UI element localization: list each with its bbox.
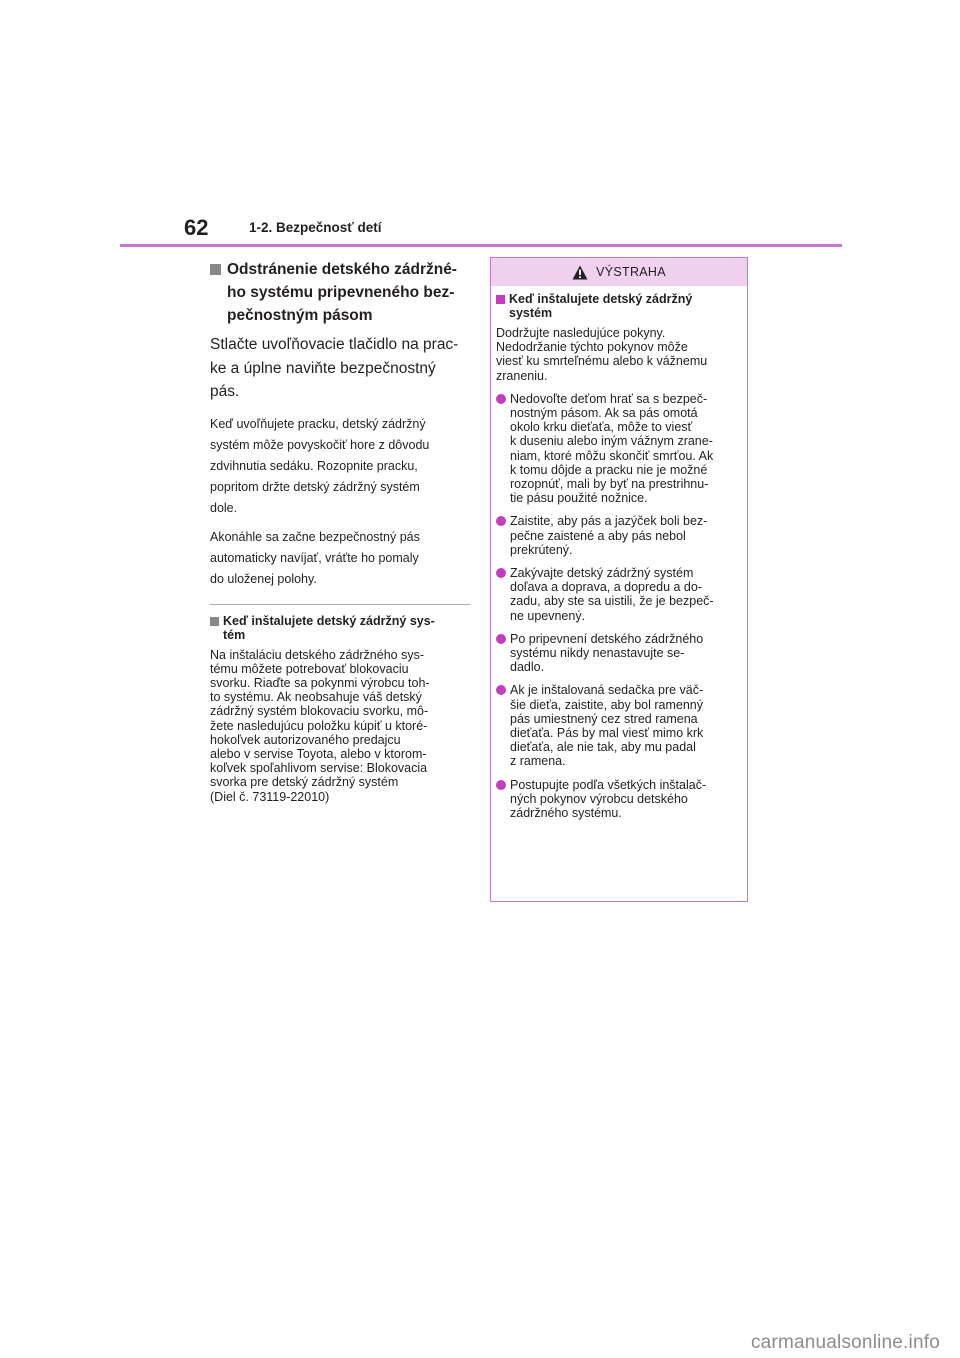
list-item xyxy=(496,514,741,557)
warning-content xyxy=(491,286,747,820)
lead-paragraph: Stlačte uvoľňovacie tlačidlo na prac- ke a úplne naviňte bezpečnostný pás. xyxy=(210,336,459,400)
warning-header xyxy=(491,258,747,286)
section-divider xyxy=(210,604,470,605)
list-item-text: Ak je inštalovaná sedačka pre väč- šie dieťa, zaistite, aby bol ramenný pás umiestnený cez stred ramena dieťaťa. Pás by mal viesť mimo krk dieťaťa, ale nie tak, aby mu padal z ramena. xyxy=(510,683,704,769)
section-title: 1-2. Bezpečnosť detí xyxy=(249,220,382,235)
list-item-text: Nedovoľte deťom hrať sa s bezpeč- nostným pásom. Ak sa pás omotá okolo krku dieťaťa, môže to viesť k duseniu alebo iným vážnym zrane- niam, ktoré môžu skončiť smrťou. Ak k tomu dôjde a pracku nie je možné rozopnúť, mali by byť na prestrihnu- tie pásu použité nožnice. xyxy=(510,391,714,506)
warning-heading xyxy=(496,292,741,320)
list-item xyxy=(496,566,741,623)
warning-triangle-icon xyxy=(572,265,588,280)
square-bullet-icon xyxy=(496,295,505,304)
sub-heading-text: Keď inštalujete detský zádržný sys- tém xyxy=(223,613,435,642)
warning-intro: Dodržujte nasledujúce pokyny. Nedodržanie týchto pokynov môže viesť ku smrteľnému alebo k vážnemu zraneniu. xyxy=(496,326,708,383)
warning-heading-text: Keď inštalujete detský zádržný systém xyxy=(509,292,693,320)
header-rule xyxy=(120,244,842,247)
bullet-dot-icon xyxy=(496,516,506,526)
warning-box xyxy=(490,257,748,902)
list-item xyxy=(496,392,741,506)
list-item-text: Postupujte podľa všetkých inštalač- ných pokynov výrobcu detského zádržného systému. xyxy=(510,777,707,821)
bullet-dot-icon xyxy=(496,780,506,790)
page-number: 62 xyxy=(184,215,209,240)
list-item-text: Zaistite, aby pás a jazýček boli bez- pečne zaistené a aby pás nebol prekrútený. xyxy=(510,514,708,557)
list-item-text: Zakývajte detský zádržný systém doľava a doprava, a dopredu a do- zadu, aby ste sa uistili, že je bezpeč- ne upevnený. xyxy=(510,566,714,623)
note-paragraph-2: Akonáhle sa začne bezpečnostný pás automaticky navíjať, vráťte ho pomaly do uloženej polohy. xyxy=(210,529,420,586)
square-bullet-icon xyxy=(210,264,221,275)
main-heading-text: Odstránenie detského zádržné- ho systému pripevneného bez- pečnostným pásom xyxy=(227,261,457,324)
warning-list xyxy=(496,392,741,820)
sub-body-paragraph: Na inštaláciu detského zádržného sys- tému môžete potrebovať blokovaciu svorku. Riaďte sa pokynmi výrobcu toh- to systému. Ak neobsahuje váš detský zádržný systém blokovaciu svorku, mô- žete nasledujúcu položku kúpiť u ktoré- hokoľvek autorizovaného predajcu alebo v servise Toyota, alebo v ktorom- koľvek spoľahlivom servise: Blokovacia svorka pre detský zádržný systém (Diel č. 73119-22010) xyxy=(210,647,430,804)
sub-heading xyxy=(210,614,470,642)
list-item-text: Po pripevnení detského zádržného systému nikdy nenastavujte se- dadlo. xyxy=(510,631,704,675)
bullet-dot-icon xyxy=(496,394,506,404)
list-item xyxy=(496,632,741,675)
left-column xyxy=(210,258,470,804)
main-heading xyxy=(210,258,470,327)
list-item xyxy=(496,683,741,768)
list-item xyxy=(496,778,741,821)
bullet-dot-icon xyxy=(496,634,506,644)
square-bullet-icon xyxy=(210,617,219,626)
bullet-dot-icon xyxy=(496,685,506,695)
warning-title: VÝSTRAHA xyxy=(596,265,666,279)
bullet-dot-icon xyxy=(496,568,506,578)
watermark: carmanualsonline.info xyxy=(750,1332,940,1353)
note-paragraph-1: Keď uvoľňujete pracku, detský zádržný systém môže povyskočiť hore z dôvodu zdvihnutia sedáku. Rozopnite pracku, popritom držte detský zádržný systém dole. xyxy=(210,416,430,515)
